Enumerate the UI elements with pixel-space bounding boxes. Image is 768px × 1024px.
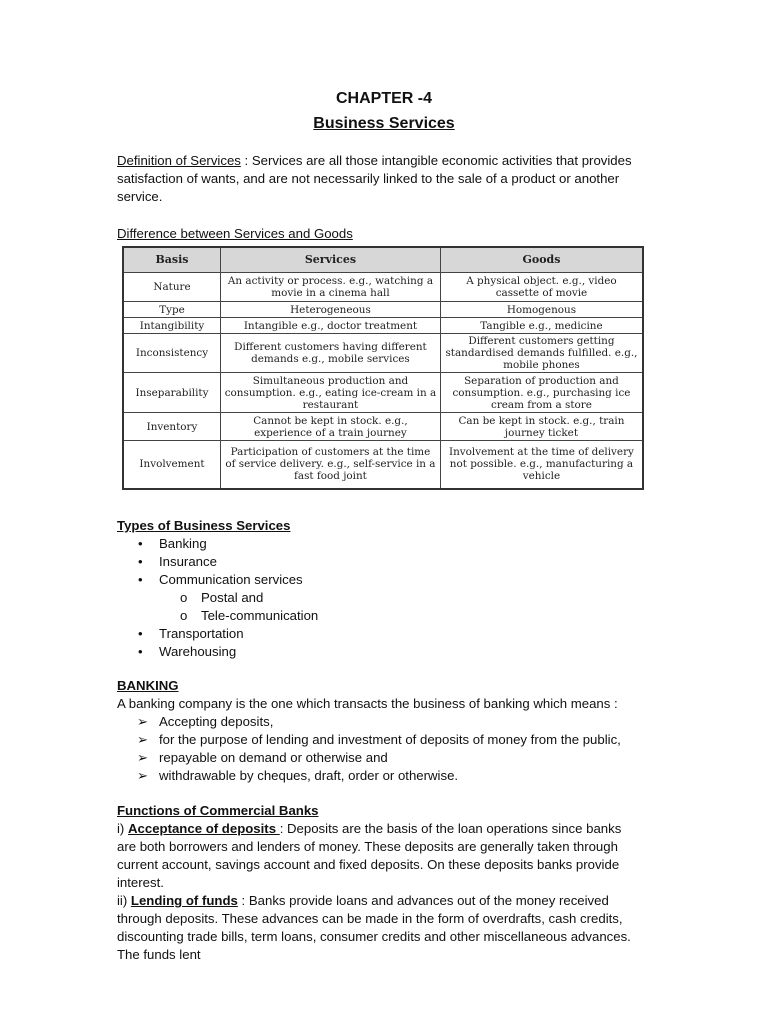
- goods-cell: Different customers getting standardised demands fulfilled. e.g., mobile phones: [440, 334, 643, 373]
- list-item: • Warehousing: [138, 644, 237, 659]
- basis-cell: Type: [123, 302, 221, 318]
- types-sub-list: [117, 589, 647, 625]
- column-header: Basis: [123, 247, 221, 273]
- list-item: ➢ withdrawable by cheques, draft, order or otherwise.: [137, 768, 459, 783]
- function-acceptance: i) Acceptance of deposits : Deposits are the basis of the loan operations since banks are both borrowers and lenders of money. These deposits are generally taken through current account, savings account and fixed deposits. On these deposits banks provide interest.: [117, 821, 622, 890]
- list-item: • Transportation: [138, 626, 244, 641]
- list-item: ➢ repayable on demand or otherwise and: [137, 750, 388, 765]
- list-item: ➢ Accepting deposits,: [137, 714, 274, 729]
- types-list: [117, 535, 647, 589]
- basis-cell: Involvement: [123, 441, 221, 489]
- function-lending: ii) Lending of funds : Banks provide loans and advances out of the money received through deposits. These advances can be made in the form of overdrafts, cash credits, discounting trade bills, term loans, consumer credits and other miscellaneous advances. The funds lent: [117, 893, 631, 962]
- acceptance-label: Acceptance of deposits: [128, 821, 280, 836]
- list-item: o Postal and: [180, 590, 264, 605]
- arrow-bullet-icon: ➢: [137, 732, 149, 747]
- goods-cell: Involvement at the time of delivery not possible. e.g., manufacturing a vehicle: [440, 441, 643, 489]
- basis-cell: Inventory: [123, 413, 221, 441]
- types-list-continued: [117, 625, 647, 661]
- page-title: Business Services: [313, 115, 455, 132]
- goods-cell: Separation of production and consumption. e.g., purchasing ice cream from a store: [440, 373, 643, 413]
- column-header: Goods: [440, 247, 643, 273]
- list-item: • Insurance: [138, 554, 217, 569]
- comparison-table: [122, 246, 644, 490]
- arrow-bullet-icon: ➢: [137, 768, 149, 783]
- definition-label: Definition of Services: [117, 153, 241, 168]
- services-cell: Intangible e.g., doctor treatment: [221, 318, 441, 334]
- lending-label: Lending of funds: [130, 893, 238, 908]
- goods-cell: Tangible e.g., medicine: [440, 318, 643, 334]
- table-row: [123, 318, 643, 334]
- arrow-bullet-icon: ➢: [137, 714, 149, 729]
- table-row: [123, 334, 643, 373]
- difference-heading: Difference between Services and Goods: [117, 226, 353, 241]
- basis-cell: Inconsistency: [123, 334, 221, 373]
- banking-heading: BANKING: [117, 678, 179, 693]
- goods-cell: Homogenous: [440, 302, 643, 318]
- basis-cell: Nature: [123, 273, 221, 302]
- circle-bullet-icon: o: [180, 608, 188, 623]
- services-cell: Cannot be kept in stock. e.g., experience of a train journey: [221, 413, 441, 441]
- table-row: [123, 413, 643, 441]
- column-header: Services: [221, 247, 441, 273]
- table-row: [123, 441, 643, 489]
- bullet-icon: •: [138, 536, 143, 551]
- title-block: [0, 86, 768, 136]
- table-row: [123, 273, 643, 302]
- bullet-icon: •: [138, 626, 143, 641]
- banking-points: [117, 713, 647, 785]
- banking-intro: A banking company is the one which transacts the business of banking which means :: [117, 696, 618, 711]
- functions-heading: Functions of Commercial Banks: [117, 803, 319, 818]
- services-cell: Participation of customers at the time of service delivery. e.g., self-service in a fast food joint: [221, 441, 441, 489]
- types-section: [117, 517, 647, 661]
- list-item: • Banking: [138, 536, 207, 551]
- services-cell: Heterogeneous: [221, 302, 441, 318]
- banking-section: [117, 677, 647, 785]
- services-cell: Different customers having different demands e.g., mobile services: [221, 334, 441, 373]
- chapter-title: CHAPTER -4: [335, 90, 432, 107]
- bullet-icon: •: [138, 572, 143, 587]
- table-row: [123, 373, 643, 413]
- functions-section: [117, 802, 641, 964]
- arrow-bullet-icon: ➢: [137, 750, 149, 765]
- bullet-icon: •: [138, 554, 143, 569]
- table-header-row: [123, 247, 643, 273]
- goods-cell: Can be kept in stock. e.g., train journey ticket: [440, 413, 643, 441]
- table-row: [123, 302, 643, 318]
- goods-cell: A physical object. e.g., video cassette of movie: [440, 273, 643, 302]
- circle-bullet-icon: o: [180, 590, 188, 605]
- bullet-icon: •: [138, 644, 143, 659]
- services-cell: An activity or process. e.g., watching a movie in a cinema hall: [221, 273, 441, 302]
- types-heading: Types of Business Services: [117, 518, 291, 533]
- basis-cell: Intangibility: [123, 318, 221, 334]
- definition-text: : Services are all those intangible economic activities that provides satisfaction of wants, and are not necessarily linked to the sale of a product or another service.: [117, 153, 632, 204]
- services-cell: Simultaneous production and consumption. e.g., eating ice-cream in a restaurant: [221, 373, 441, 413]
- list-item: o Tele-communication: [180, 608, 319, 623]
- list-item: • Communication services: [138, 572, 303, 587]
- basis-cell: Inseparability: [123, 373, 221, 413]
- definition-paragraph: [117, 152, 647, 206]
- list-item: ➢ for the purpose of lending and investment of deposits of money from the public,: [137, 732, 621, 747]
